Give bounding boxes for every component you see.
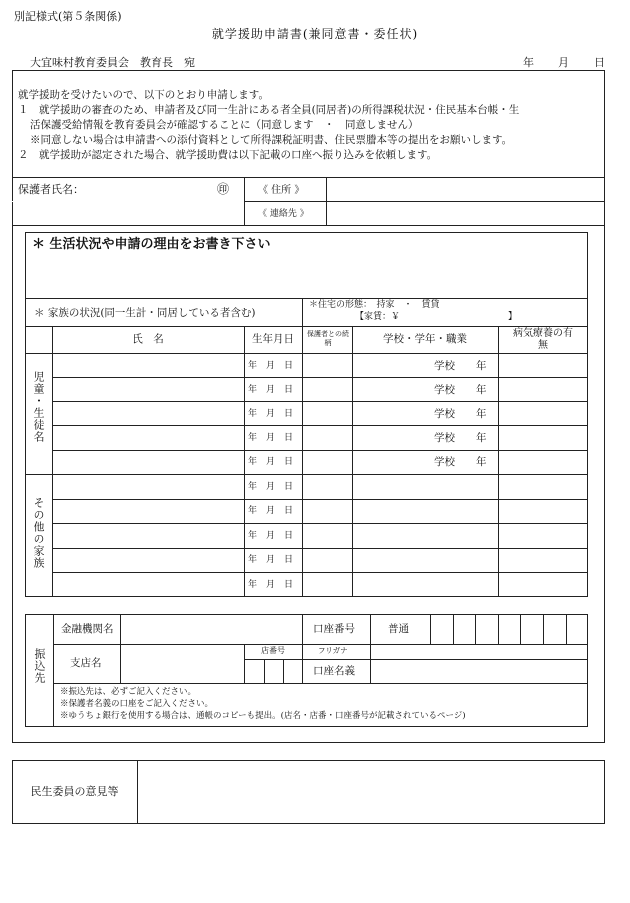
branch-input[interactable] xyxy=(121,645,243,682)
transfer-label: 振込先 xyxy=(33,648,46,684)
family-birth-date[interactable]: 年 月 日 xyxy=(248,506,294,516)
date-month[interactable]: 月 xyxy=(558,56,569,69)
child-birth-date[interactable]: 年 月 日 xyxy=(248,385,294,395)
date-day[interactable]: 日 xyxy=(594,56,605,69)
family-birth-date[interactable]: 年 月 日 xyxy=(248,531,294,541)
child-school[interactable]: 学校 年 xyxy=(434,456,487,468)
guardian-name-input[interactable] xyxy=(12,201,244,225)
col-name: 氏 名 xyxy=(132,333,164,345)
family-birth-date[interactable]: 年 月 日 xyxy=(248,555,294,565)
child-birth-date[interactable]: 年 月 日 xyxy=(248,457,294,467)
address-label: 《 住所 》 xyxy=(258,185,305,196)
account-type: 普通 xyxy=(388,623,409,635)
housing-type[interactable]: ＊住宅の形態： 持家 ・ 賃貸 xyxy=(309,300,440,310)
col-school: 学校・学年・職業 xyxy=(383,333,467,345)
branch-label: 支店名 xyxy=(70,657,102,669)
reason-input[interactable] xyxy=(26,256,587,298)
col-birth: 生年月日 xyxy=(252,333,294,345)
institution-label: 金融機関名 xyxy=(61,623,114,635)
account-name-input[interactable] xyxy=(371,660,587,682)
opinion-label: 民生委員の意見等 xyxy=(30,785,119,798)
divider xyxy=(12,225,605,226)
contact-label: 《 連絡先 》 xyxy=(258,209,309,219)
date-year[interactable]: 年 xyxy=(523,56,534,69)
rent-label[interactable]: 【家賃：￥ xyxy=(355,312,401,322)
seal-mark: ㊞ xyxy=(217,182,230,196)
reason-heading: ＊ 生活状況や申請の理由をお書き下さい xyxy=(32,237,271,252)
child-school[interactable]: 学校 年 xyxy=(434,384,487,396)
rent-close: 】 xyxy=(508,312,518,322)
group-other-label: その他の家族 xyxy=(32,497,45,569)
intro-line: 就学援助を受けたいので、以下のとおり申請します。 xyxy=(18,89,269,101)
child-school[interactable]: 学校 年 xyxy=(434,408,487,420)
form-number: 別記様式(第５条関係) xyxy=(14,10,122,23)
child-birth-date[interactable]: 年 月 日 xyxy=(248,409,294,419)
child-school[interactable]: 学校 年 xyxy=(434,432,487,444)
family-birth-date[interactable]: 年 月 日 xyxy=(248,482,294,492)
child-birth-date[interactable]: 年 月 日 xyxy=(248,361,294,371)
furigana-label: フリガナ xyxy=(318,646,348,655)
intro-note: ※同意しない場合は申請書への添付資料として所得課税証明書、住民票謄本等の提出をお願いします。 xyxy=(30,134,513,146)
consent-line[interactable]: 活保護受給情報を教育委員会が確認することに（同意します ・ 同意しません） xyxy=(30,119,419,131)
addressee: 大宜味村教育委員会 教育長 宛 xyxy=(30,56,195,69)
contact-input[interactable] xyxy=(326,201,605,225)
guardian-name-label: 保護者氏名： xyxy=(18,183,84,196)
account-name-label: 口座名義 xyxy=(313,665,355,677)
intro-line: １ 就学援助の審査のため、申請者及び同一生計にある者全員(同居者)の所得課税状況・住民基本台帳・生 xyxy=(18,104,520,116)
opinion-input[interactable] xyxy=(138,761,604,823)
group-children-label: 児童・生徒名 xyxy=(32,371,45,443)
page-title: 就学援助申請書(兼同意書・委任状) xyxy=(211,27,419,41)
child-school[interactable]: 学校 年 xyxy=(434,360,487,372)
address-input[interactable] xyxy=(326,177,605,201)
bank-note: ※振込先は、必ずご記入ください。 xyxy=(60,687,197,697)
branch-number-label: 店番号 xyxy=(261,646,285,655)
col-illness: 病気療養の有無 xyxy=(513,328,573,351)
bank-note: ※ゆうちょ銀行を使用する場合は、通帳のコピーも提出。(店名・店番・口座番号が記載されているページ) xyxy=(60,711,466,721)
intro-line: ２ 就学援助が認定された場合、就学援助費は以下記載の口座へ振り込みを依頼します。 xyxy=(18,149,438,161)
account-number-label: 口座番号 xyxy=(313,623,355,635)
family-birth-date[interactable]: 年 月 日 xyxy=(248,580,294,590)
bank-note: ※保護者名義の口座をご記入ください。 xyxy=(60,699,214,709)
family-heading: ＊ 家族の状況(同一生計・同居している者含む) xyxy=(34,307,256,319)
child-birth-date[interactable]: 年 月 日 xyxy=(248,433,294,443)
col-relation: 保護者との続柄 xyxy=(307,330,349,348)
institution-input[interactable] xyxy=(121,615,301,643)
